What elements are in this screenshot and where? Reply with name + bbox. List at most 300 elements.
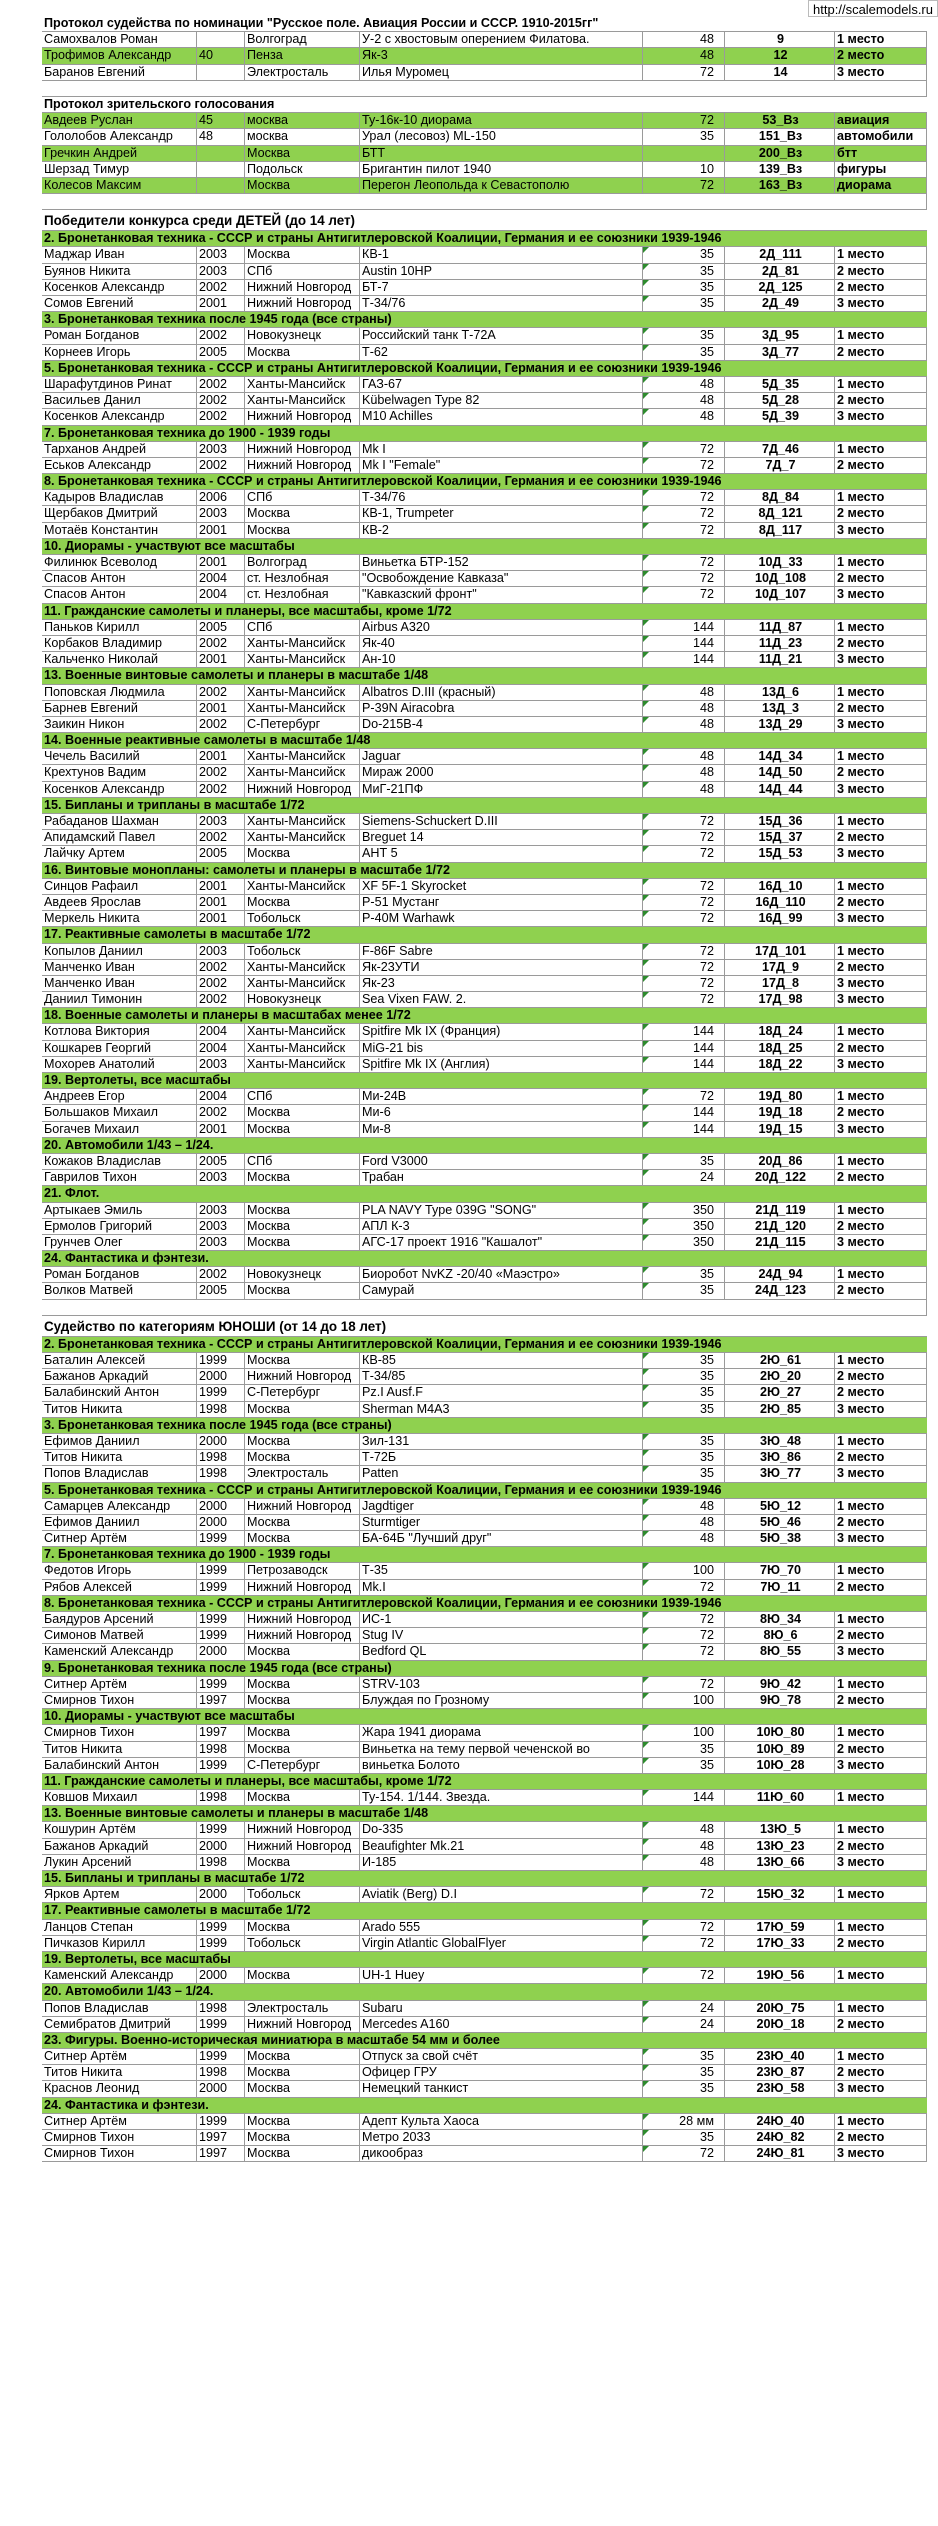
model-name-cell: XF 5F-1 Skyrocket <box>360 879 643 894</box>
participant-name-cell: Титов Никита <box>42 1742 197 1757</box>
city-cell: СПб <box>245 1089 360 1104</box>
birth-year-cell: 2001 <box>197 895 245 910</box>
city-cell: СПб <box>245 490 360 505</box>
birth-year-cell: 2002 <box>197 685 245 700</box>
participant-name-cell: Ситнер Артём <box>42 2114 197 2129</box>
participant-name-cell: Балабинский Антон <box>42 1385 197 1400</box>
scale-cell: 72 <box>643 555 725 570</box>
category-header <box>42 733 927 749</box>
placement-cell: 2 место <box>835 1742 927 1757</box>
category-title: 13. Военные винтовые самолеты и планеры в масштабе 1/48 <box>44 668 429 683</box>
birth-year-cell: 2002 <box>197 765 245 780</box>
table-row <box>42 296 927 312</box>
birth-year-cell: 2002 <box>197 328 245 343</box>
table-row <box>42 1855 927 1871</box>
participant-name-cell: Роман Богданов <box>42 1267 197 1282</box>
placement-cell: 1 место <box>835 1822 927 1837</box>
participant-name-cell: Смирнов Тихон <box>42 1693 197 1708</box>
model-name-cell: Subaru <box>360 2001 643 2016</box>
birth-year-cell: 1999 <box>197 1385 245 1400</box>
participant-name-cell: Еськов Александр <box>42 458 197 473</box>
birth-year-cell: 1998 <box>197 1790 245 1805</box>
city-cell: Москва <box>245 1170 360 1185</box>
participant-name-cell: Васильев Данил <box>42 393 197 408</box>
section-heading <box>42 97 927 113</box>
entry-number-cell: 8Ю_6 <box>725 1628 835 1643</box>
birth-year-cell <box>197 162 245 177</box>
participant-name-cell: Смирнов Тихон <box>42 1725 197 1740</box>
entry-number-cell: 21Д_119 <box>725 1203 835 1218</box>
scale-cell: 35 <box>643 247 725 262</box>
category-header <box>42 2098 927 2114</box>
model-name-cell: Do-335 <box>360 1822 643 1837</box>
city-cell: Ханты-Мансийск <box>245 636 360 651</box>
placement-cell: 1 место <box>835 685 927 700</box>
model-name-cell: M10 Achilles <box>360 409 643 424</box>
city-cell: С-Петербург <box>245 1385 360 1400</box>
model-name-cell: БТ-7 <box>360 280 643 295</box>
city-cell: Москва <box>245 1725 360 1740</box>
placement-cell: 1 место <box>835 944 927 959</box>
entry-number-cell: 24Д_94 <box>725 1267 835 1282</box>
model-name-cell: виньетка Болото <box>360 1758 643 1773</box>
entry-number-cell: 10Д_33 <box>725 555 835 570</box>
entry-number-cell: 16Д_10 <box>725 879 835 894</box>
city-cell: Ханты-Мансийск <box>245 393 360 408</box>
participant-name-cell: Копылов Даниил <box>42 944 197 959</box>
placement-cell: 3 место <box>835 2081 927 2096</box>
entry-number-cell: 15Д_53 <box>725 846 835 861</box>
table-row <box>42 992 927 1008</box>
table-row <box>42 162 927 178</box>
table-row <box>42 1466 927 1482</box>
placement-cell: 1 место <box>835 32 927 47</box>
table-row <box>42 264 927 280</box>
category-title: 15. Бипланы и трипланы в масштабе 1/72 <box>44 797 305 812</box>
city-cell: Москва <box>245 1742 360 1757</box>
birth-year-cell: 1999 <box>197 1628 245 1643</box>
city-cell: Электросталь <box>245 65 360 80</box>
model-name-cell: АГС-17 проект 1916 "Кашалот" <box>360 1235 643 1250</box>
placement-cell: 3 место <box>835 717 927 732</box>
birth-year-cell: 2002 <box>197 992 245 1007</box>
participant-name-cell: Ярков Артем <box>42 1887 197 1902</box>
city-cell: Нижний Новгород <box>245 296 360 311</box>
model-name-cell: Kübelwagen Type 82 <box>360 393 643 408</box>
model-name-cell: Ми-24В <box>360 1089 643 1104</box>
placement-cell: 1 место <box>835 442 927 457</box>
model-name-cell: КВ-1 <box>360 247 643 262</box>
participant-name-cell: Авдеев Ярослав <box>42 895 197 910</box>
model-name-cell: Do-215B-4 <box>360 717 643 732</box>
placement-cell: фигуры <box>835 162 927 177</box>
birth-year-cell <box>197 65 245 80</box>
birth-year-cell: 2002 <box>197 830 245 845</box>
participant-name-cell: Синцов Рафаил <box>42 879 197 894</box>
placement-cell: 1 место <box>835 814 927 829</box>
model-name-cell: Виньетка на тему первой чеченской во <box>360 1742 643 1757</box>
city-cell: Нижний Новгород <box>245 1369 360 1384</box>
participant-name-cell: Большаков Михаил <box>42 1105 197 1120</box>
city-cell: Ханты-Мансийск <box>245 830 360 845</box>
entry-number-cell: 2Д_125 <box>725 280 835 295</box>
birth-year-cell: 1997 <box>197 2146 245 2161</box>
entry-number-cell: 19Ю_56 <box>725 1968 835 1983</box>
participant-name-cell: Краснов Леонид <box>42 2081 197 2096</box>
scale-cell: 100 <box>643 1563 725 1578</box>
placement-cell: 1 место <box>835 1203 927 1218</box>
category-header <box>42 1547 927 1563</box>
participant-name-cell: Косенков Александр <box>42 409 197 424</box>
placement-cell: 2 место <box>835 1515 927 1530</box>
entry-number-cell: 24Ю_40 <box>725 2114 835 2129</box>
model-name-cell: Российский танк Т-72А <box>360 328 643 343</box>
participant-name-cell: Даниил Тимонин <box>42 992 197 1007</box>
birth-year-cell: 2001 <box>197 749 245 764</box>
city-cell: С-Петербург <box>245 1758 360 1773</box>
table-row <box>42 1219 927 1235</box>
scale-cell: 72 <box>643 113 725 128</box>
entry-number-cell: 2Ю_85 <box>725 1402 835 1417</box>
table-row <box>42 1434 927 1450</box>
entry-number-cell: 23Ю_58 <box>725 2081 835 2096</box>
placement-cell: 2 место <box>835 1839 927 1854</box>
table-row <box>42 879 927 895</box>
city-cell: Нижний Новгород <box>245 1822 360 1837</box>
table-row <box>42 442 927 458</box>
entry-number-cell: 13Д_6 <box>725 685 835 700</box>
city-cell: Электросталь <box>245 1466 360 1481</box>
model-name-cell: Урал (лесовоз) ML-150 <box>360 129 643 144</box>
scale-cell: 35 <box>643 345 725 360</box>
entry-number-cell: 2Д_49 <box>725 296 835 311</box>
table-row <box>42 247 927 263</box>
birth-year-cell: 2003 <box>197 506 245 521</box>
entry-number-cell: 8Ю_34 <box>725 1612 835 1627</box>
placement-cell: 3 место <box>835 587 927 602</box>
placement-cell: 1 место <box>835 328 927 343</box>
model-name-cell: Як-23 <box>360 976 643 991</box>
placement-cell: 1 место <box>835 2114 927 2129</box>
model-name-cell: Трабан <box>360 1170 643 1185</box>
table-row <box>42 782 927 798</box>
birth-year-cell: 40 <box>197 48 245 63</box>
scale-cell: 72 <box>643 992 725 1007</box>
model-name-cell: У-2 с хвостовым оперением Филатова. <box>360 32 643 47</box>
participant-name-cell: Манченко Иван <box>42 960 197 975</box>
city-cell: Москва <box>245 2081 360 2096</box>
birth-year-cell: 2002 <box>197 1105 245 1120</box>
entry-number-cell: 24Д_123 <box>725 1283 835 1298</box>
table-row <box>42 701 927 717</box>
category-title: 9. Бронетанковая техника после 1945 года (все страны) <box>44 1660 392 1675</box>
table-row <box>42 377 927 393</box>
category-title: 11. Гражданские самолеты и планеры, все масштабы, кроме 1/72 <box>44 1773 452 1788</box>
placement-cell: диорама <box>835 178 927 193</box>
scale-cell: 72 <box>643 458 725 473</box>
city-cell: москва <box>245 129 360 144</box>
city-cell: Тобольск <box>245 1936 360 1951</box>
city-cell: Нижний Новгород <box>245 1580 360 1595</box>
category-title: 24. Фантастика и фэнтези. <box>44 1251 209 1266</box>
birth-year-cell: 2005 <box>197 345 245 360</box>
participant-name-cell: Богачев Михаил <box>42 1122 197 1137</box>
table-row <box>42 490 927 506</box>
entry-number-cell: 3Д_77 <box>725 345 835 360</box>
scale-cell <box>643 146 725 161</box>
entry-number-cell: 13Д_29 <box>725 717 835 732</box>
entry-number-cell: 17Ю_33 <box>725 1936 835 1951</box>
placement-cell: 3 место <box>835 992 927 1007</box>
entry-number-cell: 12 <box>725 48 835 63</box>
scale-cell: 72 <box>643 814 725 829</box>
birth-year-cell: 2000 <box>197 2081 245 2096</box>
birth-year-cell: 1997 <box>197 2130 245 2145</box>
category-title: 24. Фантастика и фэнтези. <box>44 2097 209 2112</box>
scale-cell: 48 <box>643 782 725 797</box>
category-header <box>42 2033 927 2049</box>
scale-cell: 72 <box>643 1887 725 1902</box>
scale-cell: 72 <box>643 911 725 926</box>
placement-cell: 2 место <box>835 1450 927 1465</box>
category-title: 20. Автомобили 1/43 – 1/24. <box>44 1137 214 1152</box>
birth-year-cell: 2002 <box>197 960 245 975</box>
scale-cell: 35 <box>643 1466 725 1481</box>
category-header <box>42 1774 927 1790</box>
participant-name-cell: Сомов Евгений <box>42 296 197 311</box>
model-name-cell: Patten <box>360 1466 643 1481</box>
placement-cell: 2 место <box>835 1580 927 1595</box>
birth-year-cell: 1999 <box>197 2114 245 2129</box>
participant-name-cell: Смирнов Тихон <box>42 2130 197 2145</box>
placement-cell: 1 место <box>835 555 927 570</box>
participant-name-cell: Корбаков Владимир <box>42 636 197 651</box>
table-row <box>42 620 927 636</box>
model-name-cell: Метро 2033 <box>360 2130 643 2145</box>
city-cell: Москва <box>245 1353 360 1368</box>
model-name-cell: F-86F Sabre <box>360 944 643 959</box>
placement-cell: 3 место <box>835 1644 927 1659</box>
city-cell: СПб <box>245 264 360 279</box>
birth-year-cell: 1998 <box>197 1742 245 1757</box>
scale-cell: 72 <box>643 879 725 894</box>
city-cell: Москва <box>245 2049 360 2064</box>
entry-number-cell: 17Д_8 <box>725 976 835 991</box>
scale-cell: 72 <box>643 1612 725 1627</box>
model-name-cell: Spitfire Mk IX (Франция) <box>360 1024 643 1039</box>
placement-cell: 2 место <box>835 393 927 408</box>
model-name-cell: АПЛ К-3 <box>360 1219 643 1234</box>
city-cell: Ханты-Мансийск <box>245 960 360 975</box>
participant-name-cell: Каменский Александр <box>42 1644 197 1659</box>
scale-cell: 72 <box>643 523 725 538</box>
birth-year-cell: 1999 <box>197 1531 245 1546</box>
model-name-cell: MiG-21 bis <box>360 1041 643 1056</box>
scale-cell: 35 <box>643 1353 725 1368</box>
category-header <box>42 1418 927 1434</box>
scale-cell: 72 <box>643 830 725 845</box>
category-header <box>42 1008 927 1024</box>
entry-number-cell: 9Ю_42 <box>725 1677 835 1692</box>
table-row <box>42 636 927 652</box>
entry-number-cell: 5Д_35 <box>725 377 835 392</box>
city-cell: Нижний Новгород <box>245 2017 360 2032</box>
entry-number-cell: 10Д_107 <box>725 587 835 602</box>
city-cell: Москва <box>245 1283 360 1298</box>
participant-name-cell: Кадыров Владислав <box>42 490 197 505</box>
model-name-cell: Т-62 <box>360 345 643 360</box>
table-row <box>42 1283 927 1299</box>
placement-cell: 3 место <box>835 652 927 667</box>
birth-year-cell: 2002 <box>197 636 245 651</box>
participant-name-cell: Титов Никита <box>42 1450 197 1465</box>
entry-number-cell: 11Ю_60 <box>725 1790 835 1805</box>
category-header <box>42 426 927 442</box>
participant-name-cell: Самарцев Александр <box>42 1499 197 1514</box>
table-row <box>42 506 927 522</box>
city-cell: Ханты-Мансийск <box>245 377 360 392</box>
category-header <box>42 1073 927 1089</box>
scale-cell: 144 <box>643 1057 725 1072</box>
section-title: Победители конкурса среди ДЕТЕЙ (до 14 лет) <box>44 213 355 229</box>
birth-year-cell: 2002 <box>197 458 245 473</box>
scale-cell: 72 <box>643 846 725 861</box>
entry-number-cell: 14Д_50 <box>725 765 835 780</box>
category-title: 21. Флот. <box>44 1186 100 1201</box>
model-name-cell: Arado 555 <box>360 1920 643 1935</box>
table-row <box>42 846 927 862</box>
category-header <box>42 231 927 247</box>
city-cell: Москва <box>245 345 360 360</box>
entry-number-cell: 10Д_108 <box>725 571 835 586</box>
category-title: 20. Автомобили 1/43 – 1/24. <box>44 1984 214 1999</box>
birth-year-cell: 2000 <box>197 1369 245 1384</box>
table-row <box>42 1936 927 1952</box>
city-cell: Москва <box>245 1515 360 1530</box>
placement-cell: 3 место <box>835 1531 927 1546</box>
placement-cell: 1 место <box>835 377 927 392</box>
placement-cell: 1 место <box>835 1024 927 1039</box>
category-title: 14. Военные реактивные самолеты в масштабе 1/48 <box>44 733 371 748</box>
city-cell: Нижний Новгород <box>245 442 360 457</box>
entry-number-cell: 19Д_80 <box>725 1089 835 1104</box>
model-name-cell: Перегон Леопольда к Севастополю <box>360 178 643 193</box>
placement-cell: 2 место <box>835 1936 927 1951</box>
scale-cell: 144 <box>643 1024 725 1039</box>
placement-cell: 3 место <box>835 846 927 861</box>
entry-number-cell: 20Д_122 <box>725 1170 835 1185</box>
model-name-cell: Siemens-Schuckert D.III <box>360 814 643 829</box>
model-name-cell: БА-64Б "Лучший друг" <box>360 1531 643 1546</box>
birth-year-cell: 2001 <box>197 652 245 667</box>
entry-number-cell: 13Ю_66 <box>725 1855 835 1870</box>
placement-cell: 2 место <box>835 1628 927 1643</box>
city-cell: Волгоград <box>245 555 360 570</box>
model-name-cell: Albatros D.III (красный) <box>360 685 643 700</box>
model-name-cell: Ми-8 <box>360 1122 643 1137</box>
birth-year-cell: 2003 <box>197 247 245 262</box>
city-cell: москва <box>245 113 360 128</box>
entry-number-cell: 5Ю_12 <box>725 1499 835 1514</box>
model-name-cell: Mk I <box>360 442 643 457</box>
category-header <box>42 1984 927 2000</box>
participant-name-cell: Лайчку Артем <box>42 846 197 861</box>
table-row <box>42 2114 927 2130</box>
watermark-url[interactable]: http://scalemodels.ru <box>808 0 938 17</box>
category-title: 18. Военные самолеты и планеры в масштабах менее 1/72 <box>44 1008 411 1023</box>
category-title: 17. Реактивные самолеты в масштабе 1/72 <box>44 927 311 942</box>
participant-name-cell: Ситнер Артём <box>42 2049 197 2064</box>
city-cell: Ханты-Мансийск <box>245 976 360 991</box>
placement-cell: 2 место <box>835 1105 927 1120</box>
scale-cell: 100 <box>643 1725 725 1740</box>
birth-year-cell: 2002 <box>197 782 245 797</box>
table-row <box>42 1563 927 1579</box>
placement-cell: 2 место <box>835 1283 927 1298</box>
city-cell: ст. Незлобная <box>245 587 360 602</box>
category-title: 19. Вертолеты, все масштабы <box>44 1951 231 1966</box>
model-name-cell: Биоробот NvKZ -20/40 «Маэстро» <box>360 1267 643 1282</box>
blank-row <box>42 81 927 97</box>
model-name-cell: ГАЗ-67 <box>360 377 643 392</box>
city-cell: Ханты-Мансийск <box>245 749 360 764</box>
table-row <box>42 1887 927 1903</box>
table-row <box>42 1122 927 1138</box>
table-row <box>42 1677 927 1693</box>
scale-cell: 35 <box>643 1434 725 1449</box>
city-cell: Москва <box>245 1644 360 1659</box>
city-cell: Ханты-Мансийск <box>245 1057 360 1072</box>
table-row <box>42 129 927 145</box>
table-row <box>42 1628 927 1644</box>
entry-number-cell: 200_Вз <box>725 146 835 161</box>
participant-name-cell: Косенков Александр <box>42 280 197 295</box>
category-title: 15. Бипланы и трипланы в масштабе 1/72 <box>44 1871 305 1885</box>
model-name-cell: Sea Vixen FAW. 2. <box>360 992 643 1007</box>
entry-number-cell: 13Ю_23 <box>725 1839 835 1854</box>
scale-cell: 48 <box>643 393 725 408</box>
scale-cell: 35 <box>643 264 725 279</box>
entry-number-cell: 13Д_3 <box>725 701 835 716</box>
city-cell: СПб <box>245 620 360 635</box>
category-header <box>42 927 927 943</box>
table-row <box>42 1693 927 1709</box>
entry-number-cell: 24Ю_82 <box>725 2130 835 2145</box>
birth-year-cell: 2006 <box>197 490 245 505</box>
model-name-cell: Austin 10HP <box>360 264 643 279</box>
table-row <box>42 1450 927 1466</box>
scale-cell: 24 <box>643 1170 725 1185</box>
placement-cell: 2 место <box>835 571 927 586</box>
entry-number-cell: 20Ю_75 <box>725 2001 835 2016</box>
model-name-cell: Sturmtiger <box>360 1515 643 1530</box>
placement-cell: 1 место <box>835 1154 927 1169</box>
birth-year-cell: 2003 <box>197 1057 245 1072</box>
participant-name-cell: Баталин Алексей <box>42 1353 197 1368</box>
category-header <box>42 668 927 684</box>
category-title: 11. Гражданские самолеты и планеры, все масштабы, кроме 1/72 <box>44 603 452 618</box>
model-name-cell: Офицер ГРУ <box>360 2065 643 2080</box>
participant-name-cell: Спасов Антон <box>42 571 197 586</box>
city-cell: Ханты-Мансийск <box>245 701 360 716</box>
scale-cell: 72 <box>643 1628 725 1643</box>
entry-number-cell: 18Д_24 <box>725 1024 835 1039</box>
table-row <box>42 1353 927 1369</box>
participant-name-cell: Корнеев Игорь <box>42 345 197 360</box>
table-row <box>42 280 927 296</box>
participant-name-cell: Лукин Арсений <box>42 1855 197 1870</box>
model-name-cell: P-39N Airacobra <box>360 701 643 716</box>
